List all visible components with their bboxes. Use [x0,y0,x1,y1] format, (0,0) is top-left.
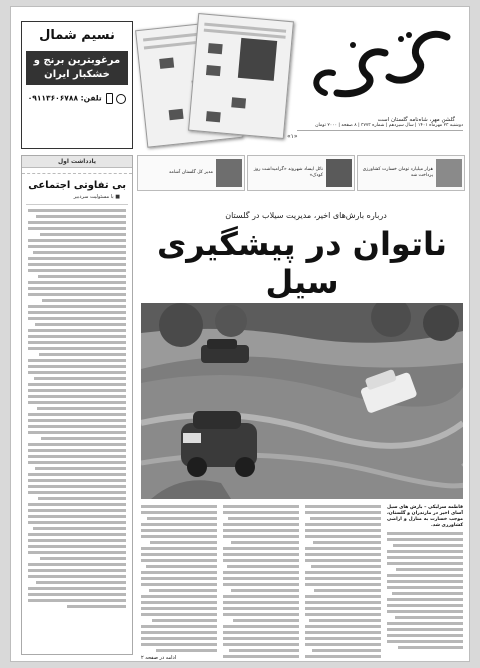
column-author: ■ با مسئولیت سردبیر [26,194,128,205]
teaser-item[interactable] [357,155,465,191]
article-column [387,505,463,657]
teaser-thumbnail [436,159,462,187]
teaser-item[interactable] [247,155,355,191]
article-column [305,505,381,657]
column-section-label: یادداشت اول [22,156,132,168]
article-column [223,505,299,657]
teaser-text: هزار میلیارد تومان خسارت کشاورزی پرداخت شد [362,167,433,178]
advertisement-box [21,21,133,149]
opinion-column [21,155,133,655]
main-headline[interactable]: ناتوان در پیشگیری سیل [156,225,448,301]
teaser-text: نائل ایساد شهروند «گرامیداشت روز کودک» [253,167,323,178]
masthead [297,17,463,121]
article-column [141,505,217,661]
ad-phone: تلفن: ۰۹۱۱۳۶۰۶۷۸۸ [26,93,128,104]
newspaper-covers-image [137,15,293,141]
flood-photo [141,303,463,499]
newspaper-page [10,6,470,662]
headline-kicker: درباره بارش‌های اخیر، مدیریت سیلاب در گلستان [225,211,387,220]
mobile-icon [106,93,113,104]
page-number: «۱» [287,133,298,140]
column-title: بی تفاوتی اجتماعی [28,180,126,191]
article-body [141,505,463,661]
teaser-item[interactable] [137,155,245,191]
teaser-strip [137,155,465,191]
ad-title: نسیم شمال [39,28,115,43]
teaser-text: مدیر کل گلستان آشامد [168,170,213,175]
column-body-text [22,205,132,615]
phone-icon [116,94,126,104]
logo-artwork [297,17,463,109]
ad-tagline: مرغوبترین برنج و خشکبار ایران [26,51,128,85]
issue-info: دوشنبه ۲۳ مهرماه ۱۴۰۱ | سال سیزدهم | شماره ۳۷۷۳ | ۸ صفحه | ۲۰۰۰ تومان [297,123,463,131]
article-lead: فاطمه سرلیکی – بارش های سیل آسای اخیر در مازندران و گلستان، موجب خسارت به منازل و اراضی کشاورزی شد. [387,505,463,528]
slogan: گلشن مهر، شاه‌نامه گلستان است [377,117,455,123]
continue-link[interactable]: ادامه در صفحه ۲ [141,655,177,661]
teaser-thumbnail [216,159,242,187]
teaser-thumbnail [326,159,352,187]
